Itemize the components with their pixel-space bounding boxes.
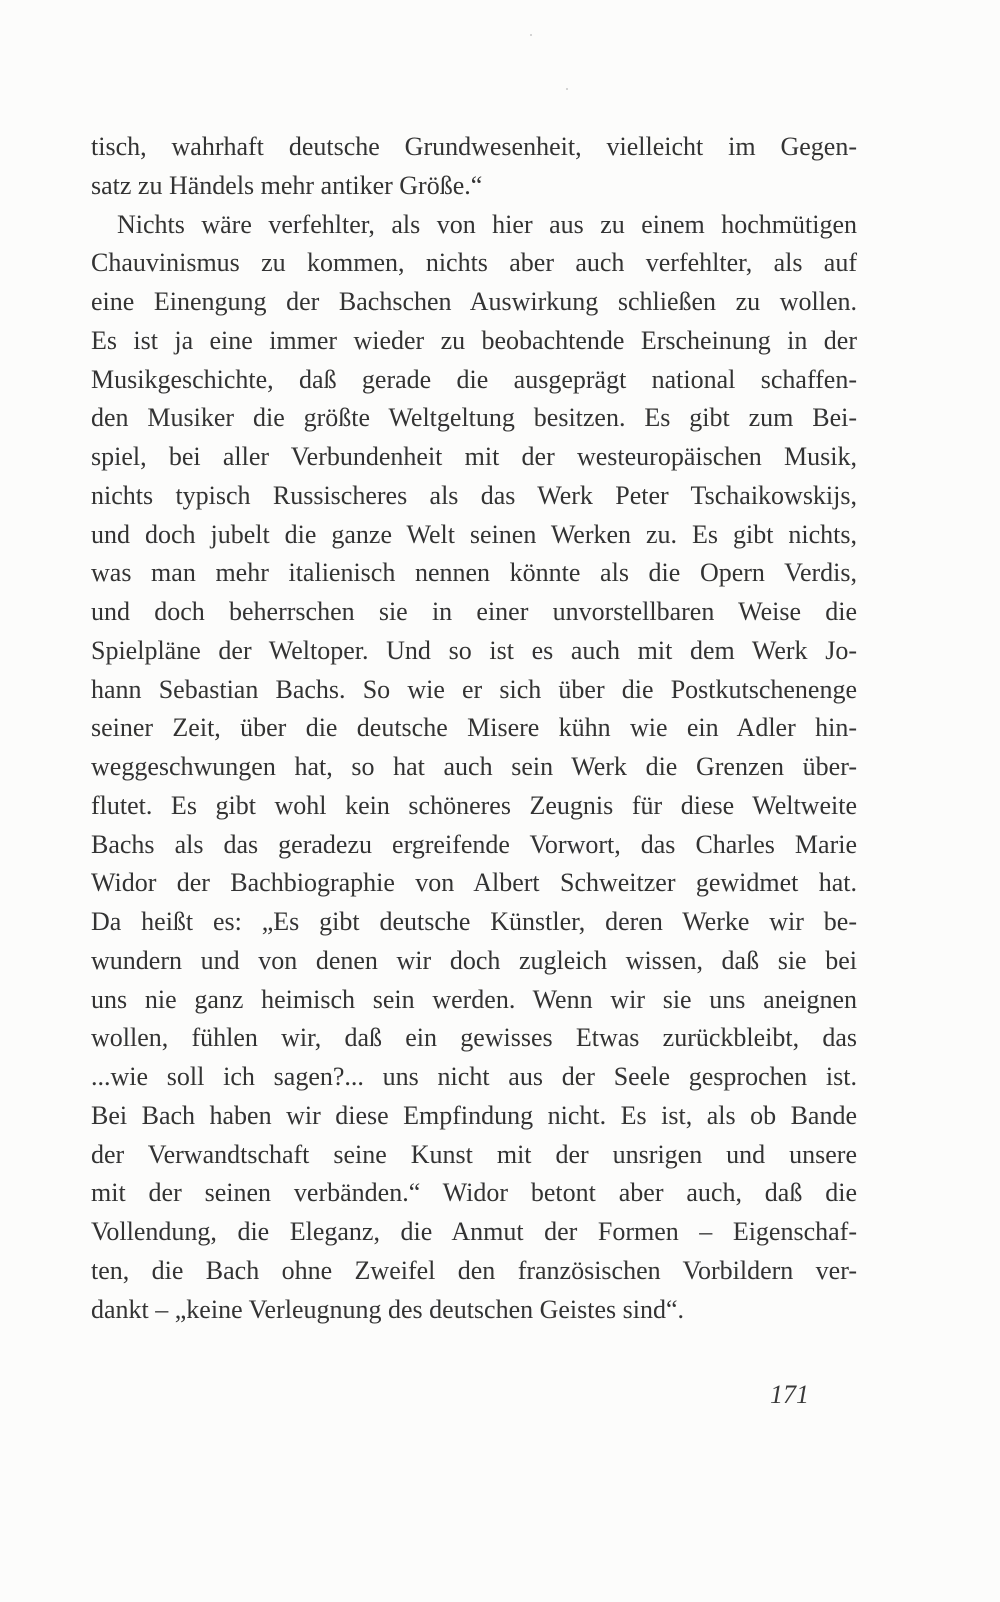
text-line-31: dankt – „keine Verleugnung des deutschen Geistes sind“. (91, 1294, 685, 1324)
text-line-12: was man mehr italienisch nennen könnte als die Opern Verdis, (91, 558, 857, 588)
text-line-30: ten, die Bach ohne Zweifel den französischen Vorbildern ver- (91, 1255, 857, 1285)
text-line-29: Vollendung, die Eleganz, die Anmut der Formen – Eigenschaf- (91, 1217, 857, 1246)
text-line-18: flutet. Es gibt wohl kein schöneres Zeugnis für diese Weltweite (91, 790, 857, 820)
text-line-22: wundern und von denen wir doch zugleich wissen, daß sie bei (91, 945, 857, 975)
text-line-14: Spielpläne der Weltoper. Und so ist es auch mit dem Werk Jo- (91, 635, 857, 665)
text-line-28: mit der seinen verbänden.“ Widor betont aber auch, daß die (91, 1178, 857, 1208)
paper-speck (566, 88, 568, 90)
text-line-24: wollen, fühlen wir, daß ein gewisses Etwas zurückbleibt, das (91, 1023, 857, 1053)
text-line-25: ...wie soll ich sagen?... uns nicht aus der Seele gesprochen ist. (91, 1062, 857, 1091)
body-text (91, 128, 857, 1329)
text-line-8: den Musiker die größte Weltgeltung besitzen. Es gibt zum Bei- (91, 403, 857, 433)
text-line-20: Widor der Bachbiographie von Albert Schweitzer gewidmet hat. (91, 868, 857, 898)
text-line-17: weggeschwungen hat, so hat auch sein Werk die Grenzen über- (91, 752, 857, 781)
text-line-2: satz zu Händels mehr antiker Größe.“ (91, 170, 483, 200)
text-line-10: nichts typisch Russischeres als das Werk Peter Tschaikowskijs, (91, 480, 857, 510)
text-line-7: Musikgeschichte, daß gerade die ausgeprägt national schaffen- (91, 364, 857, 394)
text-line-16: seiner Zeit, über die deutsche Misere kühn wie ein Adler hin- (91, 713, 857, 743)
text-line-1: tisch, wahrhaft deutsche Grundwesenheit, vielleicht im Gegen- (91, 132, 857, 161)
text-line-13: und doch beherrschen sie in einer unvorstellbaren Weise die (91, 597, 857, 626)
text-line-21: Da heißt es: „Es gibt deutsche Künstler, deren Werke wir be- (91, 907, 857, 936)
text-line-23: uns nie ganz heimisch sein werden. Wenn wir sie uns aneignen (91, 984, 857, 1014)
text-line-3: Nichts wäre verfehlter, als von hier aus zu einem hochmütigen (117, 209, 857, 239)
text-line-27: der Verwandtschaft seine Kunst mit der unsrigen und unsere (91, 1139, 857, 1169)
text-line-6: Es ist ja eine immer wieder zu beobachtende Erscheinung in der (91, 325, 857, 355)
text-line-19: Bachs als das geradezu ergreifende Vorwort, das Charles Marie (91, 829, 857, 859)
text-line-11: und doch jubelt die ganze Welt seinen Werken zu. Es gibt nichts, (91, 519, 857, 549)
text-line-5: eine Einengung der Bachschen Auswirkung schließen zu wollen. (91, 287, 857, 316)
text-line-9: spiel, bei aller Verbundenheit mit der westeuropäischen Musik, (91, 442, 857, 471)
text-line-4: Chauvinismus zu kommen, nichts aber auch verfehlter, als auf (91, 248, 857, 278)
text-line-26: Bei Bach haben wir diese Empfindung nicht. Es ist, als ob Bande (91, 1100, 857, 1130)
text-line-15: hann Sebastian Bachs. So wie er sich über die Postkutschenenge (91, 674, 857, 704)
paper-speck (530, 34, 532, 36)
page-number: 171 (770, 1380, 809, 1409)
